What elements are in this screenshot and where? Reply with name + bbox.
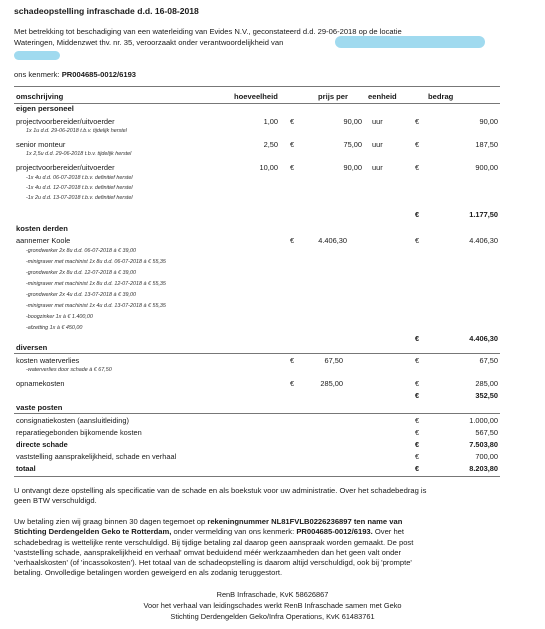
- section-heading: vaste posten: [16, 403, 63, 412]
- line-item-unit: uur: [372, 117, 383, 126]
- line-item-detail: -1x 2u d.d. 13-07-2018 t.b.v. definitief herstel: [26, 195, 133, 201]
- header-bedrag: bedrag: [428, 92, 454, 101]
- line-item-desc: kosten waterverlies: [16, 356, 80, 365]
- divider: [14, 413, 500, 414]
- reference-label: ons kenmerk:: [14, 70, 60, 79]
- currency-sign: €: [290, 356, 295, 365]
- fixed-cost-desc: consignatiekosten (aansluitleiding): [16, 416, 129, 425]
- payment-paragraph: [14, 517, 502, 579]
- currency-sign: €: [415, 416, 420, 425]
- line-item-qty: 10,00: [259, 163, 278, 172]
- note-line: U ontvangt deze opstelling als specificatie van de schade en als boekstuk voor uw administratie. Over het schadebedrag is: [14, 486, 427, 495]
- fixed-cost-desc: vaststelling aansprakelijkheid, schade en verhaal: [16, 452, 177, 461]
- line-item-price: 67,50: [324, 356, 343, 365]
- currency-sign: €: [290, 140, 295, 149]
- line-item-desc: opnamekosten: [16, 379, 65, 388]
- direct-damage-amount: 7.503,80: [469, 440, 498, 449]
- account-number: rekeningnummer NL81FVLB0226236897 ten name van: [207, 517, 403, 526]
- line-item-detail: -1x 4u d.d. 06-07-2018 t.b.v. definitief herstel: [26, 175, 133, 181]
- header-prijs-per: prijs per: [318, 92, 348, 101]
- payment-line: 'verhaalskosten' (of 'incassokosten'). Het totaal van de schadeopstelling is daarom altijd verschuldigd, ook bij 'prompte': [14, 558, 412, 568]
- direct-damage-label: directe schade: [16, 440, 68, 449]
- divider: [14, 103, 500, 104]
- reference-value: PR004685-0012/6193: [61, 70, 137, 79]
- section-heading: eigen personeel: [16, 104, 74, 113]
- line-item-detail: -waterverlies door schade à € 67,50: [26, 367, 112, 373]
- total-amount: 8.203,80: [469, 464, 498, 473]
- line-item-desc: projectvoorbereider/uitvoerder: [16, 163, 115, 172]
- currency-sign: €: [415, 334, 420, 343]
- line-item-desc: projectvoorbereider/uitvoerder: [16, 117, 115, 126]
- line-item-price: 90,00: [343, 117, 362, 126]
- currency-sign: €: [290, 117, 295, 126]
- footer-line: Stichting Derdengelden Geko/Infra Operations, KvK 61483761: [170, 612, 375, 621]
- intro-line-1: Met betrekking tot beschadiging van een waterleiding van Evides N.V., geconstateerd d.d. 29-06-2018 op de locatie: [14, 27, 402, 36]
- reference-line: [14, 70, 136, 79]
- line-item-qty: 2,50: [263, 140, 278, 149]
- line-item-detail: -1x 4u d.d. 12-07-2018 t.b.v. definitief herstel: [26, 185, 133, 191]
- line-item-detail: -minigraver met machinist 1x 4u d.d. 13-07-2018 à € 55,35: [26, 303, 166, 309]
- payment-line: betaling. Onvolledige betalingen worden geweigerd en als zodanig teruggestort.: [14, 568, 283, 578]
- fixed-cost-amount: 700,00: [475, 452, 498, 461]
- line-item-detail: 1x 1u d.d. 29-06-2018 t.b.v. tijdelijk herstel: [26, 128, 127, 134]
- line-item-qty: 1,00: [263, 117, 278, 126]
- currency-sign: €: [415, 428, 420, 437]
- line-item-detail: -boogzinker 1x à € 1.400,00: [26, 314, 93, 320]
- line-item-amount: 900,00: [475, 163, 498, 172]
- currency-sign: €: [290, 379, 295, 388]
- header-eenheid: eenheid: [368, 92, 397, 101]
- divider: [14, 476, 500, 477]
- payment-line: Stichting Derdengelden Geko te Rotterdam, onder vermelding van ons kenmerk: PR004685-0012/6193. Over het: [14, 527, 404, 537]
- line-item-detail: 1x 2,5u d.d. 29-06-2018 t.b.v. tijdelijk herstel: [26, 151, 132, 157]
- currency-sign: €: [415, 391, 420, 400]
- line-item-detail: -grondwerker 2x 8u d.d. 06-07-2018 à € 39,00: [26, 248, 136, 254]
- payment-line: schadebedrag is wettelijke rente verschuldigd. Bij tijdige betaling zal daarop geen aanspraak worden gemaakt. De post: [14, 537, 414, 547]
- note-paragraph: [14, 486, 502, 507]
- divider: [14, 86, 500, 87]
- currency-sign: €: [415, 163, 420, 172]
- currency-sign: €: [415, 452, 420, 461]
- footer-line: Voor het verhaal van leidingschades werkt RenB Infraschade samen met Geko: [143, 601, 402, 610]
- line-item-unit: uur: [372, 140, 383, 149]
- currency-sign: €: [290, 163, 295, 172]
- line-item-desc: aannemer Koole: [16, 236, 71, 245]
- subtotal-amount: 1.177,50: [469, 210, 498, 219]
- subtotal-amount: 4.406,30: [469, 334, 498, 343]
- line-item-detail: -afzetting 1x à € 450,00: [26, 325, 83, 331]
- line-item-detail: -grondwerker 2x 4u d.d. 13-07-2018 à € 39,00: [26, 292, 136, 298]
- divider: [14, 353, 500, 354]
- subtotal-amount: 352,50: [475, 391, 498, 400]
- line-item-detail: -minigraver met machinist 1x 8u d.d. 12-07-2018 à € 55,35: [26, 281, 166, 287]
- currency-sign: €: [415, 236, 420, 245]
- line-item-desc: senior monteur: [16, 140, 66, 149]
- line-item-detail: -grondwerker 2x 8u d.d. 12-07-2018 à € 39,00: [26, 270, 136, 276]
- payment-line: 'vaststelling schade, aansprakelijkheid en verhaal' omvat beduidend méér werkzaamheden dan het geen valt onder: [14, 547, 402, 557]
- redaction-mark: [335, 36, 485, 48]
- currency-sign: €: [415, 440, 420, 449]
- line-item-amount: 285,00: [475, 379, 498, 388]
- line-item-unit: uur: [372, 163, 383, 172]
- note-line: geen BTW verschuldigd.: [14, 496, 97, 506]
- currency-sign: €: [415, 117, 420, 126]
- currency-sign: €: [415, 210, 420, 219]
- currency-sign: €: [415, 464, 420, 473]
- line-item-amount: 4.406,30: [469, 236, 498, 245]
- document-title: schadeopstelling infraschade d.d. 16-08-2018: [14, 6, 199, 16]
- intro-line-2: Wateringen, Middenzwet thv. nr. 35, veroorzaakt onder verantwoordelijkheid van: [14, 38, 284, 47]
- line-item-price: 4.406,30: [318, 236, 347, 245]
- footer-line: RenB Infraschade, KvK 58626867: [216, 590, 329, 599]
- line-item-price: 285,00: [320, 379, 343, 388]
- fixed-cost-desc: reparatiegebonden bijkomende kosten: [16, 428, 142, 437]
- line-item-amount: 187,50: [475, 140, 498, 149]
- section-heading: kosten derden: [16, 224, 68, 233]
- section-heading: diversen: [16, 343, 48, 352]
- line-item-detail: -minigraver met machinist 1x 8u d.d. 06-07-2018 à € 55,35: [26, 259, 166, 265]
- total-label: totaal: [16, 464, 36, 473]
- header-hoeveelheid: hoeveelheid: [234, 92, 278, 101]
- currency-sign: €: [415, 140, 420, 149]
- currency-sign: €: [415, 356, 420, 365]
- payment-line: Uw betaling zien wij graag binnen 30 dagen tegemoet op rekeningnummer NL81FVLB0226236897 ten name van: [14, 517, 403, 526]
- line-item-price: 90,00: [343, 163, 362, 172]
- currency-sign: €: [415, 379, 420, 388]
- redaction-mark: [14, 51, 60, 60]
- line-item-price: 75,00: [343, 140, 362, 149]
- fixed-cost-amount: 567,50: [475, 428, 498, 437]
- line-item-amount: 90,00: [479, 117, 498, 126]
- fixed-cost-amount: 1.000,00: [469, 416, 498, 425]
- header-omschrijving: omschrijving: [16, 92, 64, 101]
- line-item-amount: 67,50: [479, 356, 498, 365]
- currency-sign: €: [290, 236, 295, 245]
